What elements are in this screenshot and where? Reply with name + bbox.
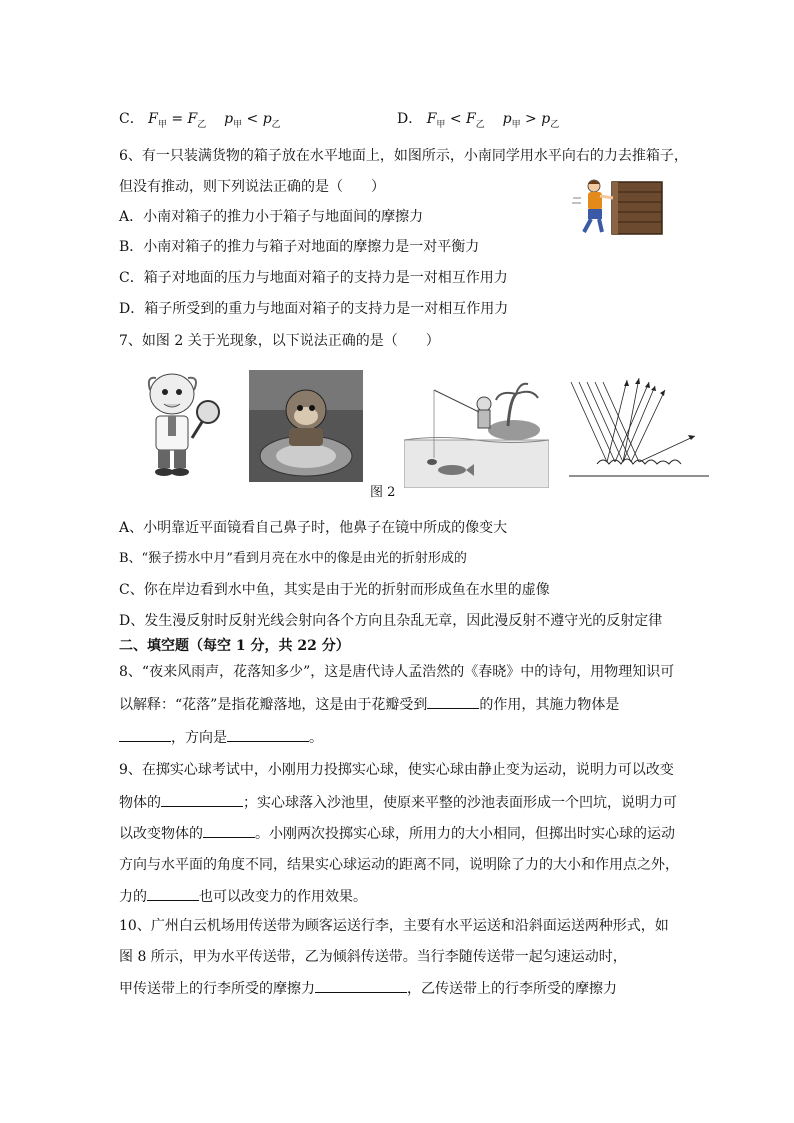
q6-option-b: B．小南对箱子的推力与箱子对地面的摩擦力是一对平衡力 [119,239,480,255]
diffuse-reflection-diagram [567,376,711,480]
q8-line3: ，方向是 。 [119,727,323,748]
q8-blank-1[interactable] [427,694,479,709]
q10-line2: 图 8 所示，甲为水平传送带，乙为倾斜传送带。当行李随传送带一起匀速运动时， [119,949,627,965]
q6-option-c: C．箱子对地面的压力与地面对箱子的支持力是一对相互作用力 [119,270,508,286]
q5-option-c: C． $F_甲 = F_乙$ $p_甲 < p_乙$ [119,111,281,130]
q8-line2: 以解释：“花落”是指花瓣落地，这是由于花瓣受到 的作用，其施力物体是 [119,694,619,715]
fishing-scene-illustration [404,380,549,488]
q10-line3: 甲传送带上的行李所受的摩擦力 ，乙传送带上的行李所受的摩擦力 [119,978,617,999]
q9-blank-3[interactable] [147,886,199,901]
q9-line3: 以改变物体的 。小刚两次投掷实心球，所用力的大小相同，但掷出时实心球的运动 [119,823,675,844]
q9-line2: 物体的 ；实心球落入沙池里，使原来平整的沙池表面形成一个凹坑，说明力可 [119,792,677,813]
q9-blank-2[interactable] [203,823,255,838]
q6-option-d: D．箱子所受到的重力与地面对箱子的支持力是一对相互作用力 [119,301,509,317]
q7-option-c: C、你在岸边看到水中鱼，其实是由于光的折射而形成鱼在水里的虚像 [119,582,550,598]
q5-option-d: D． $F_甲 < F_乙$ $p_甲 > p_乙$ [397,111,560,130]
q6-stem-line2: 但没有推动，则下列说法正确的是（ ） [119,179,385,195]
q9-blank-1[interactable] [161,792,243,807]
q7-option-d: D、发生漫反射时反射光线会射向各个方向且杂乱无章，因此漫反射不遵守光的反射定律 [119,613,663,629]
q7-option-b: B、“猴子捞水中月”看到月亮在水中的像是由光的折射形成的 [119,551,467,566]
monkey-well-illustration [249,370,363,482]
q10-blank-1[interactable] [315,978,407,993]
q9-line1: 9、在掷实心球考试中，小刚用力投掷实心球，使实心球由静止变为运动，说明力可以改变 [119,762,674,778]
q10-line1: 10、广州白云机场用传送带为顾客运送行李，主要有水平运送和沿斜面运送两种形式，如 [119,918,669,934]
q8-blank-2[interactable] [119,727,171,742]
q6-option-a: A．小南对箱子的推力小于箱子与地面间的摩擦力 [119,209,424,225]
q8-line1: 8、“夜来风雨声，花落知多少”，这是唐代诗人孟浩然的《春晓》中的诗句，用物理知识可 [119,664,675,680]
q8-blank-3[interactable] [227,727,309,742]
q7-option-a: A、小明靠近平面镜看自己鼻子时，他鼻子在镜中所成的像变大 [119,520,508,536]
section-2-title: 二、填空题（每空 1 分，共 22 分） [119,638,350,654]
boy-pushing-box-illustration [570,176,670,238]
q7-stem: 7、如图 2 关于光现象，以下说法正确的是（ ） [119,333,440,349]
figure-2-label: 图 2 [370,485,396,500]
q9-line5: 力的 也可以改变力的作用效果。 [119,886,367,907]
q9-line4: 方向与水平面的角度不同，结果实心球运动的距离不同，说明除了力的大小和作用点之外， [119,857,679,873]
scientist-magnifier-illustration [134,370,226,480]
q6-stem-line1: 6、有一只装满货物的箱子放在水平地面上，如图所示，小南同学用水平向右的力去推箱子， [119,148,688,164]
